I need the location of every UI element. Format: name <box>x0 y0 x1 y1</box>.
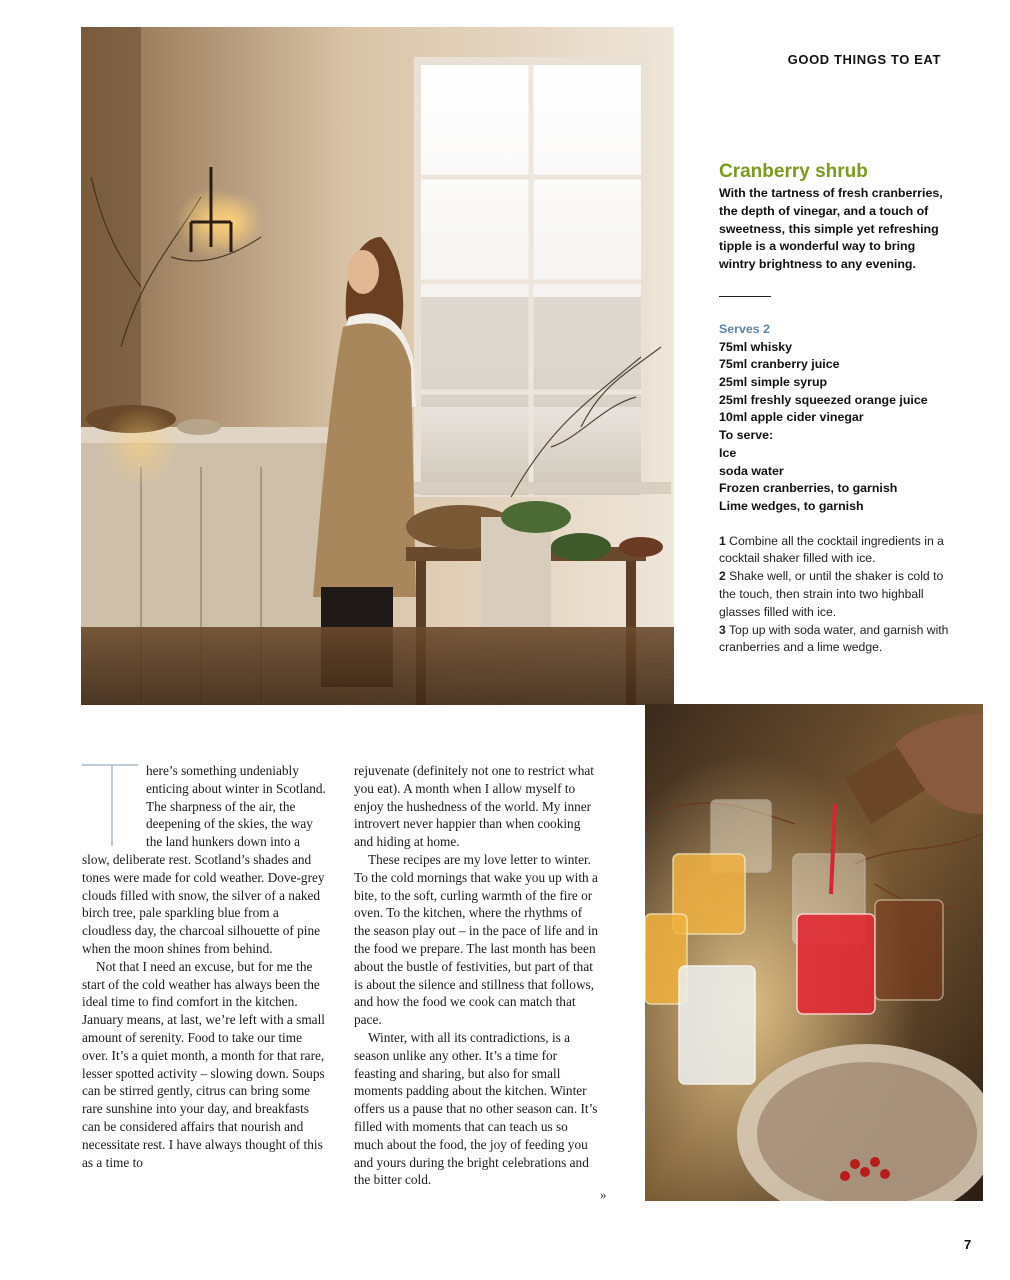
article-paragraph: These recipes are my love letter to winter. To the cold mornings that wake you up with a bite, to the soft, curling warmth of the fire or oven. To the kitchen, where the rhythms of the season play out – in the pace of life and in the food we prepare. The last month has been about the bustle of festivities, but part of that is about the silence and stillness that follows, and how the food we cook can match that pace. <box>354 851 599 1028</box>
recipe-divider <box>719 296 771 297</box>
method-step <box>719 533 951 569</box>
article-column-1 <box>82 762 328 1171</box>
dropcap <box>82 762 142 848</box>
section-label: GOOD THINGS TO EAT <box>787 52 941 67</box>
ingredient-item: Lime wedges, to garnish <box>719 498 864 513</box>
ingredient-item: 25ml simple syrup <box>719 374 828 389</box>
ingredient-item: To serve: <box>719 428 774 443</box>
method-steps <box>719 533 951 658</box>
ingredient-item: 75ml whisky <box>719 339 793 354</box>
step-text: Shake well, or until the shaker is cold to the touch, then strain into two highball glasses filled with ice. <box>719 569 944 619</box>
step-number: 2 <box>719 569 726 584</box>
recipe-intro: With the tartness of fresh cranberries, the depth of vinegar, and a touch of sweetness, this simple yet refreshing tipple is a wonderful way to bring wintry brightness to any evening. <box>719 186 943 272</box>
drinks-photo <box>645 704 983 1201</box>
article-paragraph: Not that I need an excuse, but for me the start of the cold weather has always been the ideal time to find comfort in the kitchen. January means, at last, we’re left with a small amount of serenity. Food to take our time over. It’s a quiet month, a month for that rare, lesser spotted activity – slowing down. Soups can be stirred gently, citrus can bring some rare sunshine into your day, and breakfasts can be considered affairs that nourish and necessitate rest. I have always thought of this as a time to <box>82 958 325 1170</box>
article-column-2 <box>354 762 600 1189</box>
article-paragraph: rejuvenate (definitely not one to restrict what you eat). A month when I allow myself to enjoy the hushedness of the world. My inner introvert never happier than when cooking and hiding at home. <box>354 763 594 850</box>
method-step <box>719 622 951 658</box>
step-number: 1 <box>719 533 726 548</box>
ingredient-item: soda water <box>719 463 784 478</box>
continue-arrow: » <box>600 1187 607 1202</box>
kitchen-photo <box>81 27 674 705</box>
article-paragraph <box>82 762 328 958</box>
step-text: Top up with soda water, and garnish with cranberries and a lime wedge. <box>719 622 949 655</box>
dropcap-letter-shape <box>82 762 142 848</box>
serves-label: Serves 2 <box>719 321 770 336</box>
page-number: 7 <box>964 1237 972 1252</box>
ingredient-item: Frozen cranberries, to garnish <box>719 481 898 496</box>
ingredient-list <box>719 339 951 516</box>
ingredient-item: 25ml freshly squeezed orange juice <box>719 392 928 407</box>
recipe-panel <box>719 161 951 657</box>
drinks-photo-illustration <box>645 704 983 1201</box>
article-paragraph: Winter, with all its contradictions, is a season unlike any other. It’s a time for feasting and sharing, but also for small moments padding about the kitchen. Winter offers us a pause that no other season can. It’s filled with moments that can teach us so much about the food, the joy of feeding you and yours during the bright celebrations and the bitter cold. <box>354 1029 598 1188</box>
ingredient-item: Ice <box>719 445 737 460</box>
step-text: Combine all the cocktail ingredients in a cocktail shaker filled with ice. <box>719 533 944 566</box>
kitchen-photo-illustration <box>81 27 674 705</box>
article-text: here’s something undeniably enticing about winter in Scotland. The sharpness of the air, the deepening of the skies, the way the land hunkers down into a slow, deliberate rest. Scotland’s shades and tones were made for cold weather. Dove-grey clouds filled with snow, the silver of a naked birch tree, pale sparkling blue from a cloudless day, the charcoal silhouette of pine when the moon shines from behind. <box>82 763 326 956</box>
recipe-title: Cranberry shrub <box>719 161 868 182</box>
ingredient-item: 75ml cranberry juice <box>719 357 840 372</box>
step-number: 3 <box>719 622 726 637</box>
method-step <box>719 568 951 621</box>
ingredient-item: 10ml apple cider vinegar <box>719 410 864 425</box>
